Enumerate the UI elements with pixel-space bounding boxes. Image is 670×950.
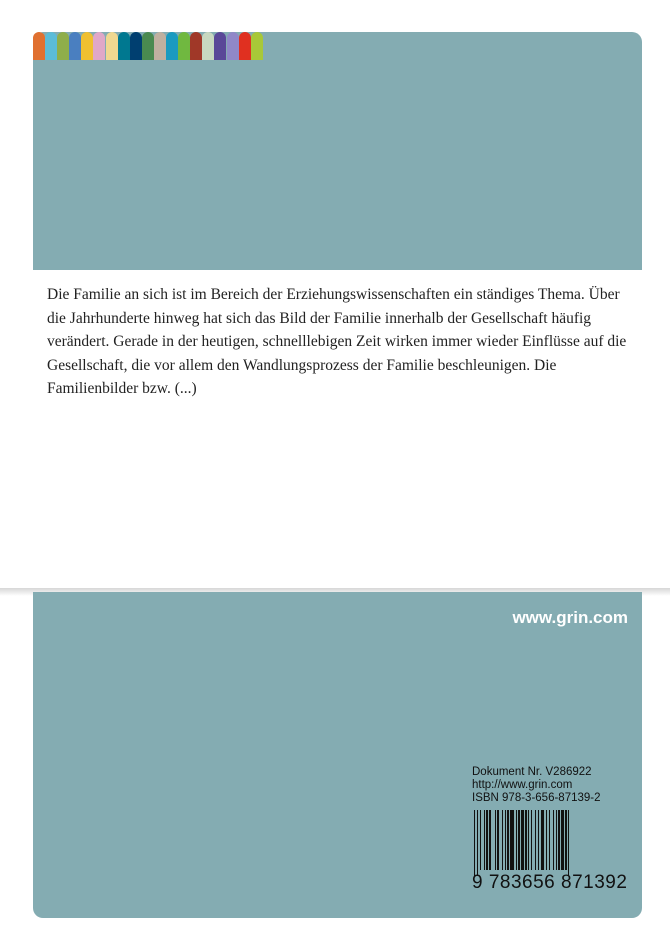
color-tab	[178, 32, 190, 60]
isbn: ISBN 978-3-656-87139-2	[472, 792, 601, 804]
color-tab	[154, 32, 166, 60]
cover-bottom-panel	[33, 592, 642, 918]
book-blurb: Die Familie an sich ist im Bereich der Erziehungswissenschaften ein ständiges Thema. Über die Jahrhunderte hinweg hat sich das Bild der Familie innerhalb der Gesellschaft häufig verändert. Gerade in der heutigen, schnelllebigen Zeit wirken immer wieder Einflüsse auf die Gesellschaft, die vor allem den Wandlungsprozess der Familie beschleunigen. Die Familienbilder bzw. (...)	[47, 286, 627, 397]
color-tab	[118, 32, 130, 60]
color-tab	[106, 32, 118, 60]
barcode-bar	[568, 810, 569, 876]
color-tab	[166, 32, 178, 60]
color-tab	[33, 32, 45, 60]
color-tab	[227, 32, 239, 60]
color-tabs-decoration	[33, 32, 263, 60]
color-tab	[69, 32, 81, 60]
color-tab	[202, 32, 214, 60]
color-tab	[57, 32, 69, 60]
color-tab	[130, 32, 142, 60]
publication-info	[472, 766, 601, 805]
document-number: Dokument Nr. V286922	[472, 766, 592, 778]
cover-top-panel	[33, 32, 642, 270]
color-tab	[45, 32, 57, 60]
color-tab	[239, 32, 251, 60]
color-tab	[214, 32, 226, 60]
barcode-number: 9 783656 871392	[472, 872, 628, 893]
color-tab	[190, 32, 202, 60]
color-tab	[81, 32, 93, 60]
publisher-website: www.grin.com	[512, 608, 628, 627]
color-tab	[251, 32, 263, 60]
color-tab	[93, 32, 105, 60]
barcode	[474, 810, 630, 878]
color-tab	[142, 32, 154, 60]
publisher-url: http://www.grin.com	[472, 779, 573, 791]
